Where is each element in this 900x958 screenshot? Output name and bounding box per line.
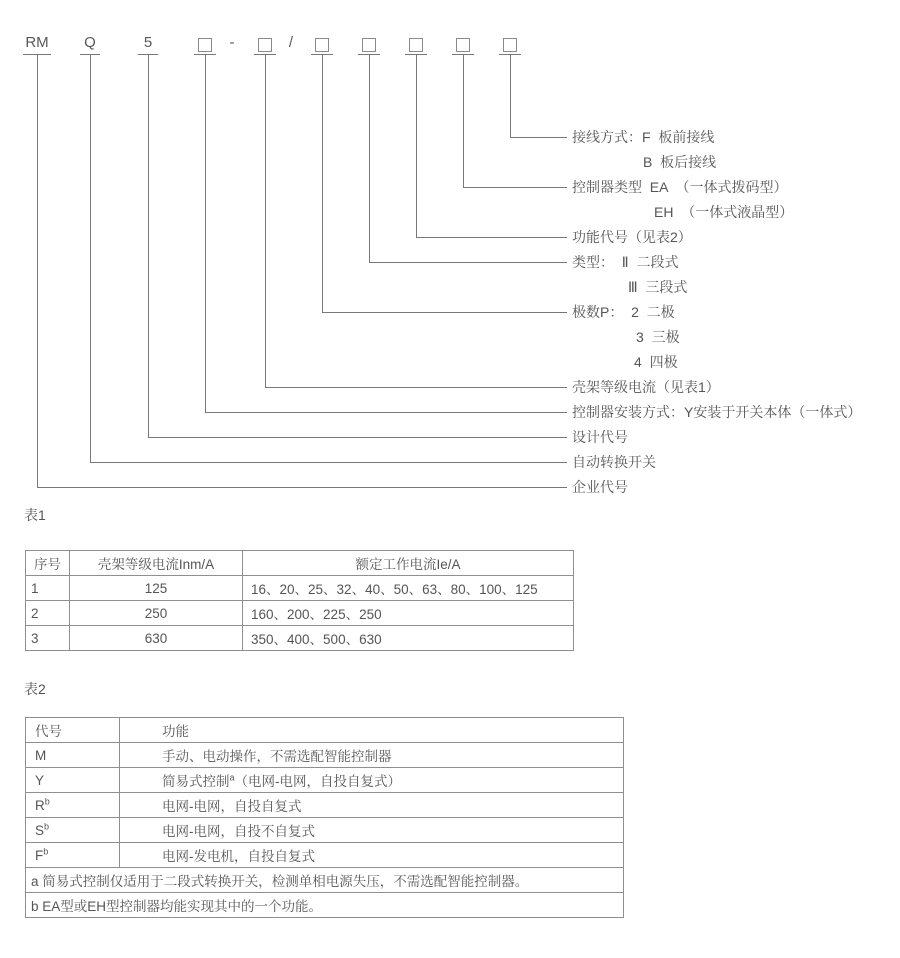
code-box-wiring-vline [510, 55, 511, 137]
code-box-function-vline [416, 55, 417, 237]
code-segment-q-vline [90, 55, 91, 462]
table1-header-cell: 壳架等级电流Inm/A [70, 551, 243, 576]
table1-cell: 630 [70, 626, 243, 651]
code-box-poles-vline [322, 55, 323, 312]
code-box-mounting-hline [205, 412, 567, 413]
code-box-wiring [503, 38, 517, 52]
table1-cell: 125 [70, 576, 243, 601]
label-poles-4: 4 四极 [634, 354, 678, 370]
table1-cell: 3 [26, 626, 70, 651]
code-segment-rm-vline [37, 55, 38, 487]
table2-note-row [26, 868, 624, 893]
table2-note-row [26, 893, 624, 918]
table1-cell: 250 [70, 601, 243, 626]
table2-note-cell: a 简易式控制仅适用于二段式转换开关，检测单相电源失压，不需选配智能控制器。 [26, 868, 624, 893]
code-box-poles-hline [322, 312, 567, 313]
code-segment-5: 5 [143, 34, 153, 51]
code-box-frame-current-vline [265, 55, 266, 387]
table2-function-cell: 电网-电网，自投不自复式 [120, 818, 624, 843]
table2-caption: 表2 [24, 681, 46, 697]
superscript-note-ref: b [44, 796, 50, 806]
code-segment-rm-hline [37, 487, 567, 488]
table2-header [26, 718, 624, 743]
code-box-mounting [198, 38, 212, 52]
table1-header-cell: 序号 [26, 551, 70, 576]
table2-code-cell: $R^b$ [26, 793, 120, 818]
code-box-frame-current [258, 38, 272, 52]
label-design-code: 设计代号 [572, 429, 628, 445]
table2-function-cell: 简易式控制$^a$（电网-电网，自投自复式） [120, 768, 624, 793]
table2-header-cell: 代号 [26, 718, 120, 743]
table2-header-row [26, 718, 624, 743]
code-segment-5-vline [148, 55, 149, 437]
label-poles-2: 极数P： 2 二极 [572, 304, 675, 320]
table1-body [26, 576, 574, 651]
label-controller-type-ea: 控制器类型 EA （一体式拨码型） [572, 179, 788, 195]
function-code-table [25, 717, 624, 918]
superscript-note-ref: b [44, 821, 50, 831]
code-box-controller-type-hline [463, 187, 567, 188]
code-separator-dash: - [229, 34, 235, 51]
code-box-controller-type [456, 38, 470, 52]
table1-row [26, 576, 574, 601]
label-controller-mounting: 控制器安装方式：Y安装于开关本体（一体式） [572, 404, 862, 420]
table1-row [26, 601, 574, 626]
table1-header-cell: 额定工作电流Ie/A [243, 551, 574, 576]
table1-cell: 160、200、225、250 [243, 601, 574, 626]
code-box-function-hline [416, 237, 567, 238]
label-type-two-segment: 类型： Ⅱ 二段式 [572, 254, 679, 270]
table2-row [26, 743, 624, 768]
table2-row [26, 793, 624, 818]
table2-function-cell: 电网-电网，自投自复式 [120, 793, 624, 818]
label-wiring-type-b: B 板后接线 [643, 154, 717, 170]
code-box-type-vline [369, 55, 370, 262]
table2-function-cell: 手动、电动操作，不需选配智能控制器 [120, 743, 624, 768]
table1-cell: 16、20、25、32、40、50、63、80、100、125 [243, 576, 574, 601]
table2-body [26, 743, 624, 918]
code-segment-q-hline [90, 462, 567, 463]
superscript-note-ref: a [229, 772, 235, 783]
code-segment-q: Q [84, 34, 96, 51]
code-segment-rm: RM [25, 34, 49, 51]
table1-header-row [26, 551, 574, 576]
label-company-code: 企业代号 [572, 479, 628, 495]
code-box-type [362, 38, 376, 52]
table2-row [26, 768, 624, 793]
code-box-controller-type-vline [463, 55, 464, 187]
label-frame-current: 壳架等级电流（见表1） [572, 379, 720, 395]
table1-header [26, 551, 574, 576]
table1-caption: 表1 [24, 507, 46, 523]
frame-current-table [25, 550, 574, 651]
code-separator-slash: / [288, 34, 294, 51]
code-box-type-hline [369, 262, 567, 263]
table1-row [26, 626, 574, 651]
code-box-function [409, 38, 423, 52]
label-controller-type-eh: EH （一体式液晶型） [654, 204, 794, 220]
table2-function-cell: 电网-发电机，自投自复式 [120, 843, 624, 868]
table1-cell: 1 [26, 576, 70, 601]
table2-row [26, 843, 624, 868]
table2-code-cell: Y [26, 768, 120, 793]
table2-header-cell: 功能 [120, 718, 624, 743]
table1-cell: 2 [26, 601, 70, 626]
label-type-three-segment: Ⅲ 三段式 [628, 279, 688, 295]
label-wiring-type-f: 接线方式：F 板前接线 [572, 129, 715, 145]
table2-code-cell: $S^b$ [26, 818, 120, 843]
table2-code-cell: M [26, 743, 120, 768]
code-box-mounting-vline [205, 55, 206, 412]
code-box-poles [315, 38, 329, 52]
table2-row [26, 818, 624, 843]
label-ats: 自动转换开关 [572, 454, 656, 470]
code-box-wiring-hline [510, 137, 567, 138]
table1-cell: 350、400、500、630 [243, 626, 574, 651]
table2-code-cell: $F^b$ [26, 843, 120, 868]
table2-note-cell: b EA型或EH型控制器均能实现其中的一个功能。 [26, 893, 624, 918]
superscript-note-ref: b [43, 846, 49, 856]
code-box-frame-current-hline [265, 387, 567, 388]
label-poles-3: 3 三极 [636, 329, 680, 345]
code-segment-5-hline [148, 437, 567, 438]
label-function-code: 功能代号（见表2） [572, 229, 692, 245]
